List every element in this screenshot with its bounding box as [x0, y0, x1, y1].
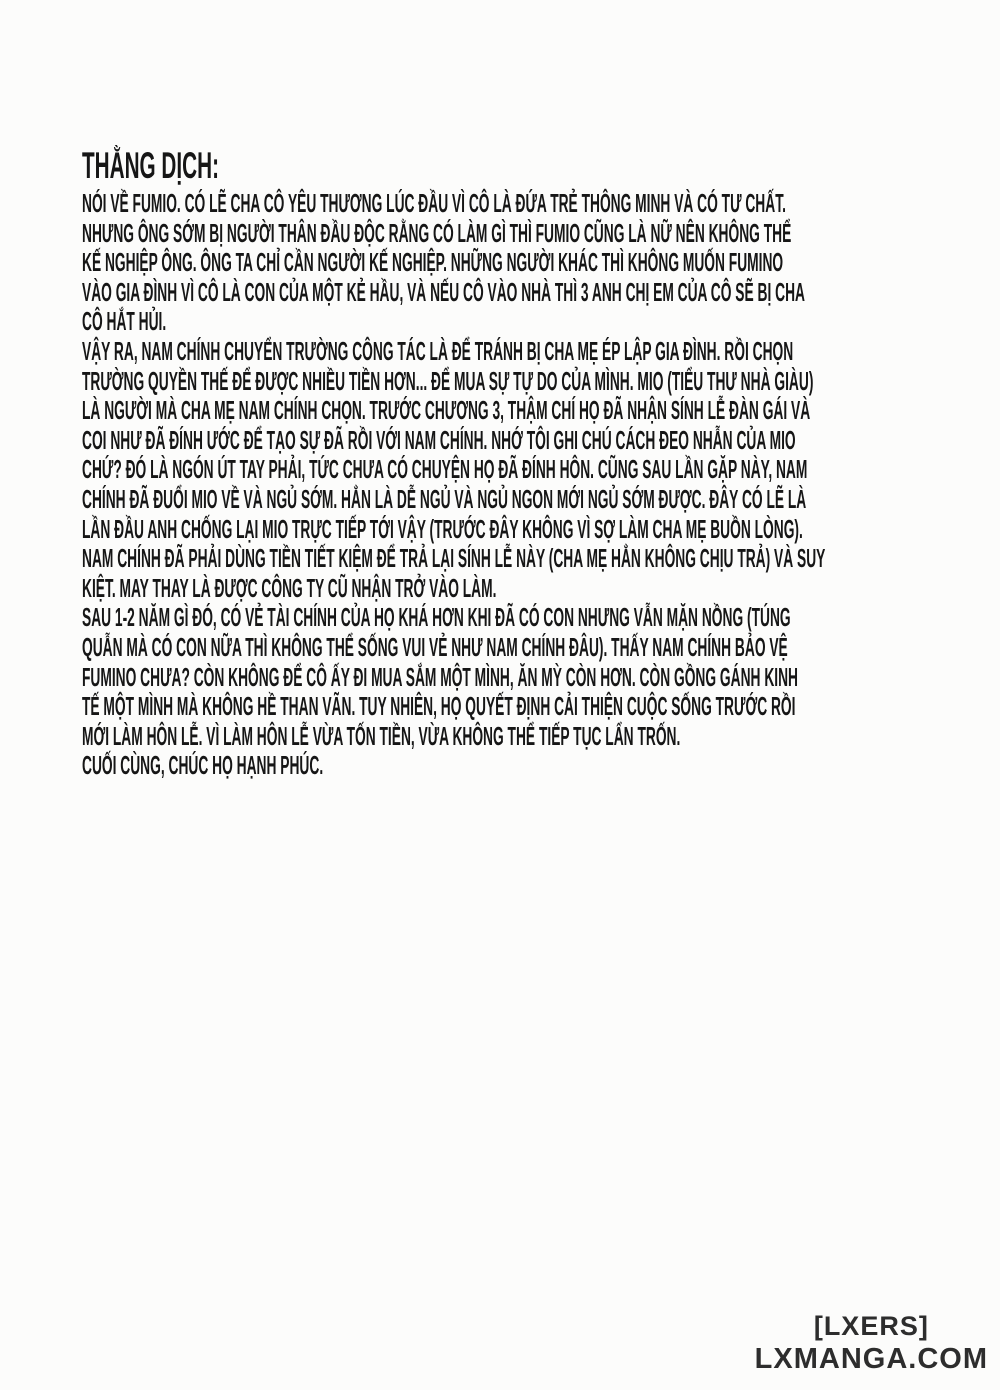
note-line: LÀ NGƯỜI MÀ CHA MẸ NAM CHÍNH CHỌN. TRƯỚC CHƯƠNG 3, THẬM CHÍ HỌ ĐÃ NHẬN SÍNH LỄ ĐÀN GÁI VÀ — [82, 395, 811, 426]
note-line: TRƯỜNG QUYỀN THẾ ĐỂ ĐƯỢC NHIỀU TIỀN HƠN... ĐỂ MUA SỰ TỰ DO CỦA MÌNH. MIO (TIỂU THƯ NHÀ GIÀU) — [82, 365, 814, 396]
note-body — [82, 189, 962, 781]
note-line: FUMINO CHƯA? CÒN KHÔNG ĐỂ CÔ ẤY ĐI MUA SẮM MỘT MÌNH, ĂN MỲ CÒN HƠN. CÒN GỒNG GÁNH KINH — [82, 661, 799, 692]
watermark-site-name: LXMANGA.COM — [754, 1343, 988, 1375]
note-line: KIỆT. MAY THAY LÀ ĐƯỢC CÔNG TY CŨ NHẬN TRỞ VÀO LÀM. — [82, 572, 497, 603]
note-line: NÓI VỀ FUMIO. CÓ LẼ CHA CÔ YÊU THƯƠNG LÚC ĐẦU VÌ CÔ LÀ ĐỨA TRẺ THÔNG MINH VÀ CÓ TƯ CHẤT. — [82, 188, 786, 218]
note-line: NAM CHÍNH ĐÃ PHẢI DÙNG TIỀN TIẾT KIỆM ĐỂ TRẢ LẠI SÍNH LỄ NÀY (CHA MẸ HẲN KHÔNG CHỊU TRẢ) VÀ SUY — [82, 543, 826, 574]
watermark-group-tag: [LXERS] — [813, 1311, 929, 1341]
note-line: TẾ MỘT MÌNH MÀ KHÔNG HỀ THAN VÃN. TUY NHIÊN, HỌ QUYẾT ĐỊNH CẢI THIỆN CUỘC SỐNG TRƯỚC RỒI — [82, 691, 796, 722]
note-line: CHỨ? ĐÓ LÀ NGÓN ÚT TAY PHẢI, TỨC CHƯA CÓ CHUYỆN HỌ ĐÃ ĐÍNH HÔN. CŨNG SAU LẦN GẶP NÀY, NAM — [82, 454, 808, 485]
note-line: CÔ HẮT HỦI. — [82, 306, 167, 337]
note-heading: THẰNG DỊCH: — [82, 145, 219, 186]
note-line: NHƯNG ÔNG SỚM BỊ NGƯỜI THÂN ĐẦU ĐỘC RẰNG CÓ LÀM GÌ THÌ FUMIO CŨNG LÀ NỮ NÊN KHÔNG THỂ — [82, 217, 792, 248]
note-content — [82, 144, 962, 781]
note-line: QUẪN MÀ CÓ CON NỮA THÌ KHÔNG THỂ SỐNG VUI VẺ NHƯ NAM CHÍNH ĐÂU). THẤY NAM CHÍNH BẢO VỆ — [82, 631, 788, 662]
note-line: CHÍNH ĐÃ ĐUỔI MIO VỀ VÀ NGỦ SỚM. HẲN LÀ DỄ NGỦ VÀ NGỦ NGON MỚI NGỦ SỚM ĐƯỢC. ĐÂY CÓ LẼ LÀ — [82, 483, 807, 514]
note-line: COI NHƯ ĐÃ ĐÍNH ƯỚC ĐỂ TẠO SỰ ĐÃ RỒI VỚI NAM CHÍNH. NHỚ TÔI GHI CHÚ CÁCH ĐEO NHẪN CỦA MIO — [82, 424, 796, 455]
note-line: LẦN ĐẦU ANH CHỐNG LẠI MIO TRỰC TIẾP TỚI VẬY (TRƯỚC ĐÂY KHÔNG VÌ SỢ LÀM CHA MẸ BUỒN LÒNG). — [82, 513, 803, 544]
note-line: KẾ NGHIỆP ÔNG. ÔNG TA CHỈ CẦN NGƯỜI KẾ NGHIỆP. NHỮNG NGƯỜI KHÁC THÌ KHÔNG MUỐN FUMINO — [82, 247, 784, 278]
note-line: VÀO GIA ĐÌNH VÌ CÔ LÀ CON CỦA MỘT KẺ HẦU, VÀ NẾU CÔ VÀO NHÀ THÌ 3 ANH CHỊ EM CỦA CÔ SẼ BỊ CHA — [82, 276, 805, 307]
note-line: CUỐI CÙNG, CHÚC HỌ HẠNH PHÚC. — [82, 750, 324, 781]
watermark — [755, 1310, 988, 1376]
note-line: VẬY RA, NAM CHÍNH CHUYỂN TRƯỜNG CÔNG TÁC LÀ ĐỂ TRÁNH BỊ CHA MẸ ÉP LẬP GIA ĐÌNH. RỒI CHỌN — [82, 335, 794, 366]
note-line: MỚI LÀM HÔN LỄ. VÌ LÀM HÔN LỄ VỪA TỐN TIỀN, VỪA KHÔNG THỂ TIẾP TỤC LẨN TRỐN. — [82, 720, 681, 751]
note-line: SAU 1-2 NĂM GÌ ĐÓ, CÓ VẺ TÀI CHÍNH CỦA HỌ KHÁ HƠN KHI ĐÃ CÓ CON NHƯNG VẪN MẶN NỒNG (TÚNG — [82, 602, 791, 633]
